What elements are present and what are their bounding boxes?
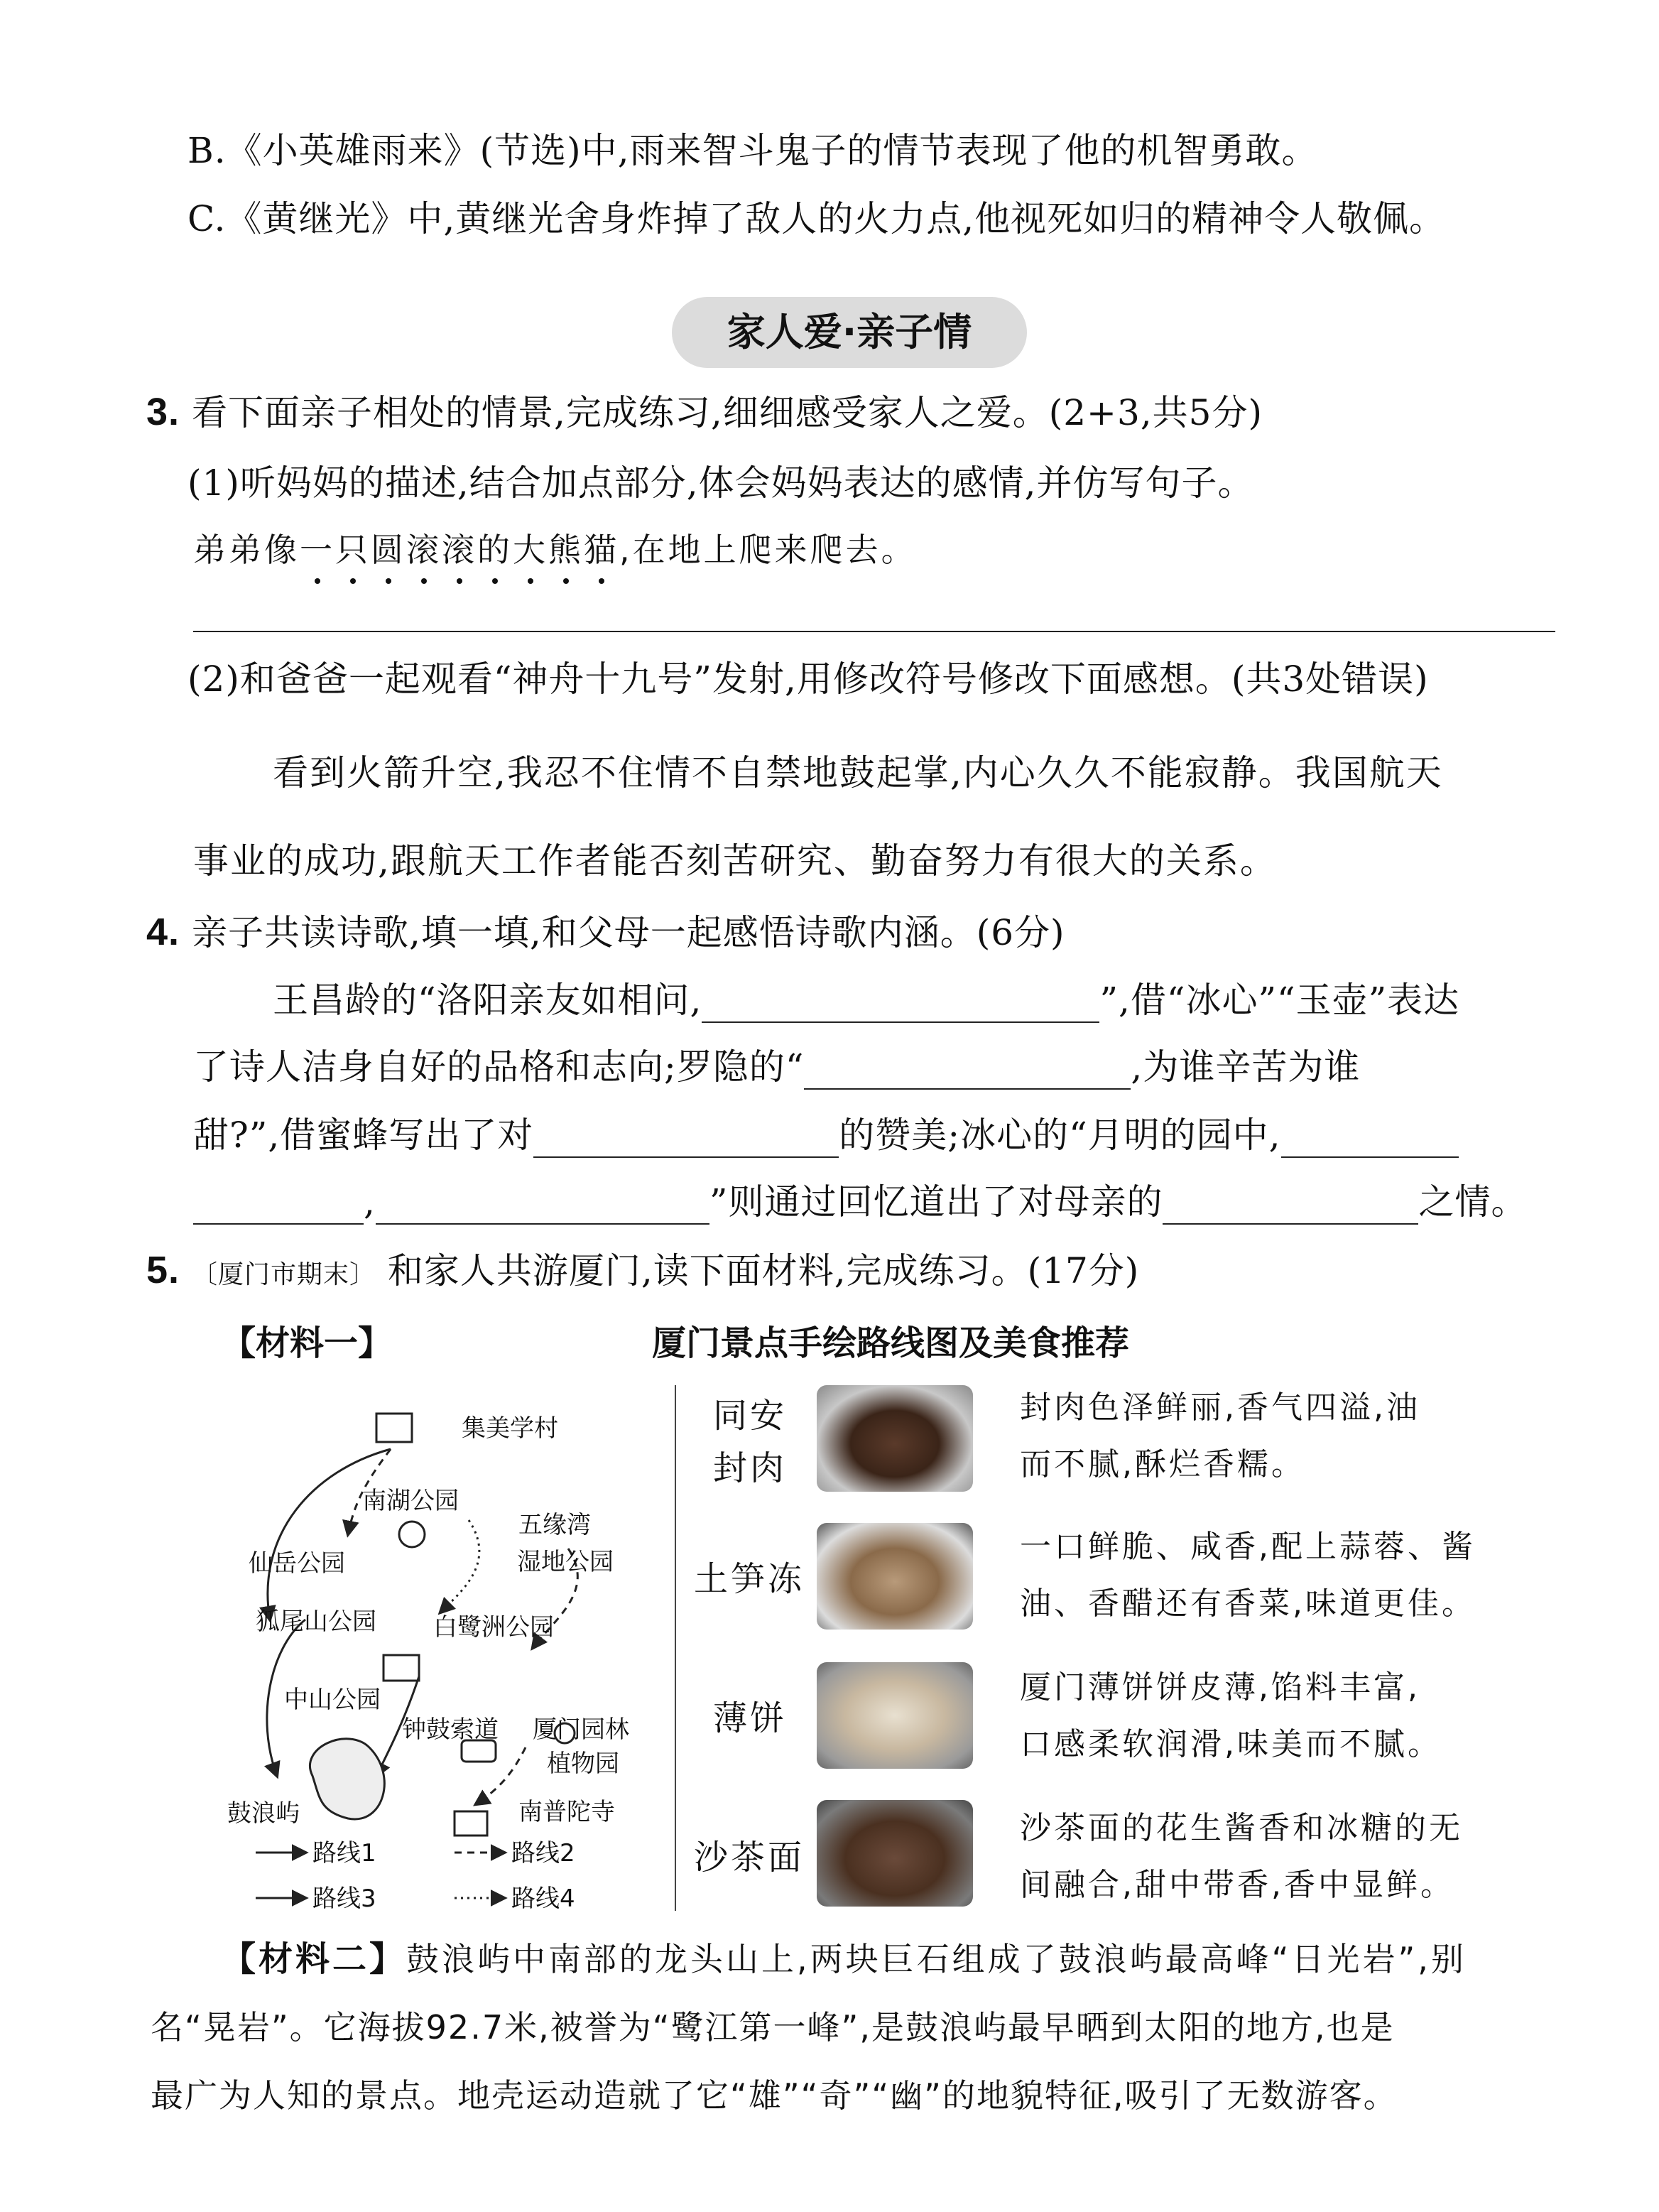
food-image-tusundong (817, 1523, 973, 1630)
dotted-char: 熊 (548, 527, 584, 573)
sentence-post: ,在地上爬来爬去。 (619, 531, 917, 569)
q4-line2 (193, 1044, 1360, 1090)
dotted-char: 大 (513, 527, 548, 573)
map-label: 植物园 (547, 1750, 619, 1778)
q3-part2: (2)和爸爸一起观看“神舟十九号”发射,用修改符号修改下面感想。(共3处错误) (187, 658, 1429, 700)
q3-paragraph-line1: 看到火箭升空,我忍不住情不自禁地鼓起掌,内心久久不能寂静。我国航天 (273, 752, 1443, 793)
map-label: 南普陀寺 (518, 1798, 615, 1826)
material1-title: 厦门景点手绘路线图及美食推荐 (652, 1323, 1130, 1363)
q5-stem (146, 1247, 1139, 1298)
map-divider (675, 1385, 676, 1911)
zhongshan-park-icon (384, 1655, 419, 1681)
food-name-line: 封肉 (712, 1448, 787, 1488)
q3-paragraph-line2: 事业的成功,跟航天工作者能否刻苦研究、勤奋努力有很大的关系。 (193, 840, 1277, 882)
blank-1[interactable] (702, 986, 1099, 1023)
q4-text: , (364, 1181, 376, 1222)
dotted-char: 圆 (371, 527, 406, 573)
food-name-line: 同安 (712, 1396, 787, 1436)
legend-route4: 路线4 (511, 1885, 575, 1911)
dotted-char: 一 (300, 527, 335, 573)
map-label: 中山公园 (284, 1686, 381, 1714)
food-desc: 一口鲜脆、咸香,配上蒜蓉、酱 油、香醋还有香菜,味道更佳。 (1020, 1529, 1476, 1622)
q4-line1 (273, 977, 1459, 1023)
blank-4b[interactable] (193, 1188, 364, 1225)
food-desc: 沙茶面的花生酱香和冰糖的无 间融合,甜中带香,香中显鲜。 (1020, 1810, 1463, 1903)
dotted-char: 滚 (406, 527, 442, 573)
food-desc: 厦门薄饼饼皮薄,馅料丰富, 口感柔软润滑,味美而不腻。 (1020, 1669, 1442, 1762)
q4-line4 (193, 1179, 1527, 1225)
material2-line1 (222, 1936, 1467, 1982)
q3-part1: (1)听妈妈的描述,结合加点部分,体会妈妈表达的感情,并仿写句子。 (187, 462, 1254, 504)
food-image-fengrou (817, 1385, 973, 1492)
material2-text: 鼓浪屿中南部的龙头山上,两块巨石组成了鼓浪屿最高峰“日光岩”,别 (406, 1940, 1467, 1978)
blank-4a[interactable] (1281, 1121, 1459, 1158)
q4-text: ,为谁辛苦为谁 (1131, 1046, 1361, 1088)
section-banner: 家人爱·亲子情 (672, 297, 1027, 368)
map-label: 狐尾山公园 (256, 1608, 376, 1636)
legend-route3: 路线3 (312, 1885, 376, 1911)
q4-text: 王昌龄的“洛阳亲友如相问, (273, 980, 702, 1021)
food-name: 薄饼 (712, 1698, 787, 1738)
food-name: 沙茶面 (693, 1838, 805, 1877)
route-2-line-c (476, 1747, 526, 1804)
q4-line3 (193, 1112, 1459, 1158)
map-label: 白鹭洲公园 (433, 1613, 554, 1642)
food-desc: 封肉色泽鲜丽,香气四溢,油 而不腻,酥烂香糯。 (1020, 1389, 1420, 1482)
q5-source: 〔厦门市期末〕 (191, 1260, 376, 1289)
dotted-char: 只 (335, 527, 371, 573)
material2-label: 【材料二】 (222, 1939, 407, 1979)
option-b: B.《小英雄雨来》(节选)中,雨来智斗鬼子的情节表现了他的机智勇敢。 (187, 130, 1318, 171)
q3-sentence (193, 527, 917, 573)
map-label: 厦门园林 (533, 1715, 629, 1744)
gulangyu-island (310, 1739, 384, 1819)
dotted-char: 猫 (584, 527, 619, 573)
map-label: 集美学村 (462, 1414, 558, 1443)
map-label: 鼓浪屿 (227, 1799, 300, 1828)
q4-text: 之情。 (1418, 1181, 1528, 1222)
q4-stem-text: 亲子共读诗歌,填一填,和父母一起感悟诗歌内涵。(6分) (191, 912, 1065, 953)
blank-6[interactable] (1163, 1188, 1418, 1225)
food-name: 土笋冻 (693, 1559, 805, 1599)
q4-text: 甜?”,借蜜蜂写出了对 (193, 1115, 534, 1156)
map-label: 仙岳公园 (249, 1549, 345, 1578)
blank-2[interactable] (804, 1053, 1131, 1090)
dotted-char: 滚 (442, 527, 477, 573)
material1-label: 【材料一】 (222, 1323, 393, 1363)
nanputuo-icon (455, 1811, 487, 1836)
nanhu-park-icon (399, 1522, 425, 1547)
jimei-icon (376, 1414, 412, 1442)
q3-answer-line[interactable] (193, 631, 1555, 632)
q4-text: 的赞美;冰心的“月明的园中, (839, 1115, 1281, 1156)
q4-text: ”,借“冰心”“玉壶”表达 (1099, 980, 1460, 1021)
legend-route1: 路线1 (312, 1839, 376, 1867)
food-name (700, 1389, 800, 1495)
q4-stem (146, 909, 1065, 955)
material2-line2: 名“晃岩”。它海拔92.7米,被誉为“鹭江第一峰”,是鼓浪屿最早晒到太阳的地方,也是 (151, 2008, 1395, 2046)
map-label: 南湖公园 (362, 1487, 459, 1515)
food-image-baobing (817, 1662, 973, 1769)
food-image-shachamian (817, 1800, 973, 1907)
route-4-line (440, 1520, 479, 1612)
legend-route2: 路线2 (511, 1839, 575, 1867)
sentence-pre: 弟弟像 (193, 531, 300, 569)
map-label: 钟鼓索道 (402, 1715, 499, 1744)
q3-stem-text: 看下面亲子相处的情景,完成练习,细细感受家人之爱。(2+3,共5分) (191, 392, 1263, 433)
blank-5[interactable] (376, 1188, 709, 1225)
q5-stem-text: 和家人共游厦门,读下面材料,完成练习。(17分) (387, 1250, 1140, 1291)
q4-text: 了诗人洁身自好的品格和志向;罗隐的“ (193, 1046, 805, 1088)
blank-3[interactable] (533, 1121, 839, 1158)
map-label: 湿地公园 (517, 1548, 614, 1576)
material2-line3: 最广为人知的景点。地壳运动造就了它“雄”“奇”“幽”的地貌特征,吸引了无数游客。 (151, 2076, 1398, 2115)
option-c: C.《黄继光》中,黄继光舍身炸掉了敌人的火力点,他视死如归的精神令人敬佩。 (187, 198, 1446, 239)
q4-number: 4. (146, 911, 180, 953)
dotted-char: 的 (477, 527, 513, 573)
q3-number: 3. (146, 391, 180, 433)
q5-number: 5. (146, 1249, 180, 1291)
map-label: 五缘湾 (518, 1511, 591, 1539)
q3-stem (146, 389, 1263, 435)
route-map (227, 1378, 668, 1911)
q4-text: ”则通过回忆道出了对母亲的 (709, 1181, 1163, 1222)
